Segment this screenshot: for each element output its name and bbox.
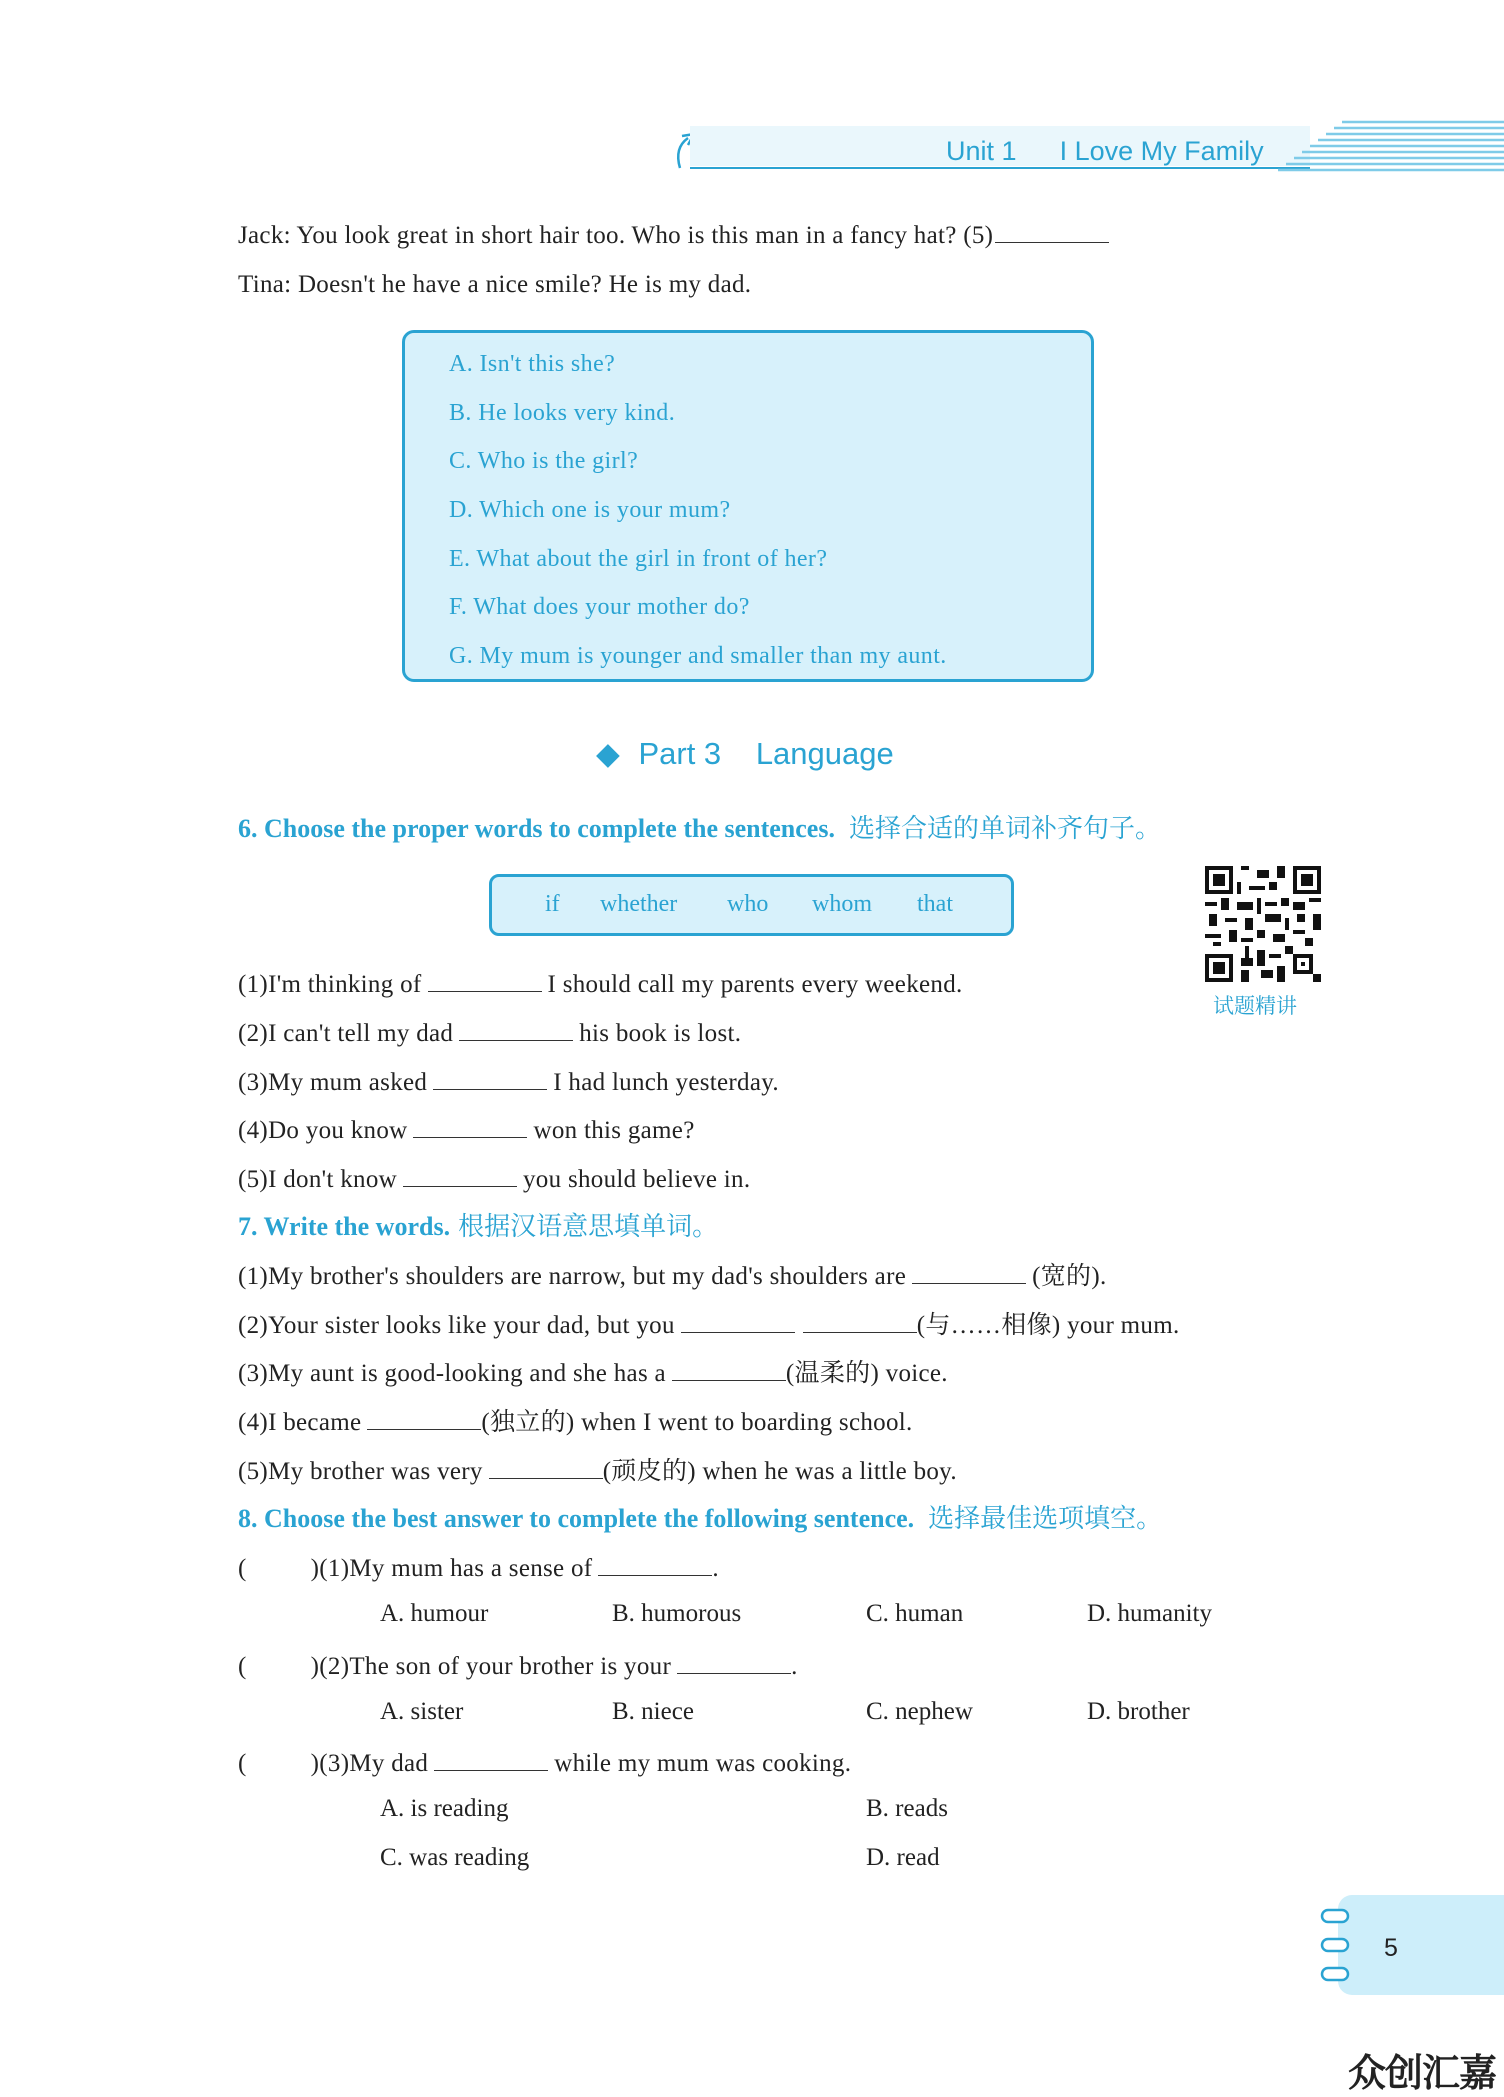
answer-blank[interactable] [413, 1117, 527, 1138]
item-text: I can't tell my dad [268, 1020, 454, 1047]
item-hint: (温柔的) [785, 1360, 880, 1387]
word-bank-item: whom [812, 891, 872, 917]
s6-item-5 [238, 1163, 750, 1197]
word-bank-item: who [727, 891, 769, 917]
item-hint: (独立的) [481, 1409, 575, 1436]
s7-item-5 [238, 1455, 957, 1489]
part-label: Part 3 [638, 736, 722, 771]
item-text: . [712, 1555, 719, 1582]
item-text: you should believe in. [523, 1166, 751, 1193]
item-text: I had lunch yesterday. [553, 1069, 779, 1096]
s6-item-2 [238, 1017, 741, 1051]
dialogue-text: You look great in short hair too. Who is this man in a fancy hat? (5) [296, 222, 994, 249]
answer-blank[interactable] [677, 1653, 791, 1674]
option-d: D. Which one is your mum? [449, 497, 731, 523]
word-bank [489, 874, 1014, 936]
section-title-en: 8. Choose the best answer to complete the following sentence. [238, 1504, 915, 1533]
choice-d[interactable]: D. brother [1087, 1698, 1190, 1725]
answer-blank[interactable] [803, 1312, 917, 1333]
section-title-cn: 根据汉语意思填单词。 [458, 1212, 719, 1242]
answer-blank[interactable] [681, 1312, 795, 1333]
item-number: (2) [238, 1312, 269, 1339]
page-number: 5 [1384, 1934, 1398, 1962]
item-number: (2) [319, 1653, 350, 1680]
item-text: while my mum was cooking. [554, 1750, 852, 1777]
item-hint: (宽的). [1032, 1263, 1107, 1290]
answer-bracket[interactable]: ( ) [238, 1555, 320, 1582]
choice-c[interactable]: C. nephew [866, 1698, 973, 1725]
answer-blank[interactable] [995, 222, 1109, 243]
option-c: C. Who is the girl? [449, 448, 639, 474]
answer-blank[interactable] [403, 1166, 517, 1187]
item-hint: (顽皮的) [602, 1458, 696, 1485]
dialogue-line-1 [238, 219, 1115, 253]
item-text: voice. [885, 1360, 948, 1387]
s7-item-1 [238, 1260, 1107, 1294]
choice-c[interactable]: C. was reading [380, 1844, 530, 1871]
item-number: (1) [319, 1555, 350, 1582]
s7-item-2 [238, 1309, 1180, 1343]
s7-item-3 [238, 1357, 948, 1391]
section-8-title [238, 1502, 1162, 1536]
options-box [402, 330, 1094, 682]
unit-title: I Love My Family [1059, 136, 1264, 166]
section-title-cn: 选择合适的单词补齐句子。 [848, 814, 1161, 844]
choice-b[interactable]: B. niece [612, 1698, 694, 1725]
item-number: (4) [238, 1117, 269, 1144]
choice-a[interactable]: A. humour [380, 1600, 489, 1627]
item-text: My dad [349, 1750, 429, 1777]
answer-blank[interactable] [912, 1263, 1026, 1284]
item-number: (2) [238, 1020, 269, 1047]
item-hint: (与……相像) [916, 1312, 1061, 1339]
item-text: when I went to boarding school. [581, 1409, 913, 1436]
item-text: won this game? [533, 1117, 695, 1144]
section-title-en: 7. Write the words. [238, 1212, 451, 1241]
word-bank-item: that [917, 891, 953, 917]
item-text: The son of your brother is your [349, 1653, 672, 1680]
option-e: E. What about the girl in front of her? [449, 546, 828, 572]
s6-item-3 [238, 1066, 779, 1100]
section-6-title [238, 812, 1161, 846]
section-title-cn: 选择最佳选项填空。 [928, 1504, 1163, 1534]
speaker-tina: Tina: [238, 271, 292, 298]
section-title-en: 6. Choose the proper words to complete the sentences. [238, 814, 835, 843]
choice-a[interactable]: A. sister [380, 1698, 464, 1725]
answer-blank[interactable] [459, 1020, 573, 1041]
answer-blank[interactable] [489, 1458, 603, 1479]
dialogue-text: Doesn't he have a nice smile? He is my dad. [297, 271, 752, 298]
answer-blank[interactable] [367, 1409, 481, 1430]
item-text: I don't know [268, 1166, 397, 1193]
option-f: F. What does your mother do? [449, 594, 750, 620]
item-number: (3) [319, 1750, 350, 1777]
item-number: (5) [238, 1458, 269, 1485]
qr-code-icon[interactable] [1205, 866, 1321, 982]
diamond-icon: ◆ [596, 736, 620, 771]
item-text: My aunt is good-looking and she has a [268, 1360, 666, 1387]
item-text: My brother's shoulders are narrow, but my dad's shoulders are [268, 1263, 907, 1290]
s7-item-4 [238, 1406, 913, 1440]
dialogue-line-2 [238, 268, 751, 302]
s6-item-1 [238, 968, 963, 1002]
page-tab [1338, 1895, 1504, 1995]
choice-d[interactable]: D. humanity [1087, 1600, 1212, 1627]
item-number: (3) [238, 1360, 269, 1387]
item-text: My mum asked [268, 1069, 428, 1096]
s8-question-1 [238, 1552, 719, 1586]
answer-blank[interactable] [428, 971, 542, 992]
section-7-title [238, 1210, 718, 1244]
item-text: I became [268, 1409, 362, 1436]
qr-label: 试题精讲 [1213, 995, 1297, 1018]
item-text: I should call my parents every weekend. [547, 971, 963, 998]
watermark-logo: 众创汇嘉 [1348, 2053, 1497, 2095]
item-text: his book is lost. [579, 1020, 742, 1047]
answer-bracket[interactable]: ( ) [238, 1750, 320, 1777]
item-number: (1) [238, 1263, 269, 1290]
part-title: Language [755, 736, 894, 771]
speaker-jack: Jack: [238, 222, 291, 249]
answer-blank[interactable] [433, 1069, 547, 1090]
choice-b[interactable]: B. humorous [612, 1600, 742, 1627]
answer-bracket[interactable]: ( ) [238, 1653, 320, 1680]
answer-blank[interactable] [672, 1360, 786, 1381]
item-text: My mum has a sense of [349, 1555, 593, 1582]
option-b: B. He looks very kind. [449, 400, 676, 426]
item-number: (5) [238, 1166, 269, 1193]
item-text: when he was a little boy. [702, 1458, 957, 1485]
answer-blank[interactable] [434, 1750, 548, 1771]
item-number: (3) [238, 1069, 269, 1096]
word-bank-item: whether [600, 891, 678, 917]
option-a: A. Isn't this she? [449, 351, 616, 377]
item-text: My brother was very [268, 1458, 483, 1485]
unit-label: Unit 1 [946, 136, 1017, 166]
item-number: (4) [238, 1409, 269, 1436]
item-text: your mum. [1067, 1312, 1180, 1339]
item-number: (1) [238, 971, 269, 998]
part-heading [596, 736, 894, 772]
choice-d[interactable]: D. read [866, 1844, 940, 1871]
item-text: Your sister looks like your dad, but you [268, 1312, 675, 1339]
word-bank-item: if [545, 891, 560, 917]
s8-question-2 [238, 1650, 798, 1684]
s8-question-3 [238, 1747, 851, 1781]
item-text: I'm thinking of [268, 971, 422, 998]
item-text: . [791, 1653, 798, 1680]
s6-item-4 [238, 1114, 695, 1148]
answer-blank[interactable] [598, 1555, 712, 1576]
choice-a[interactable]: A. is reading [380, 1795, 509, 1822]
choice-c[interactable]: C. human [866, 1600, 964, 1627]
option-g: G. My mum is younger and smaller than my aunt. [449, 643, 947, 669]
binder-rings-icon [1318, 1906, 1352, 1990]
item-text: Do you know [268, 1117, 408, 1144]
choice-b[interactable]: B. reads [866, 1795, 948, 1822]
